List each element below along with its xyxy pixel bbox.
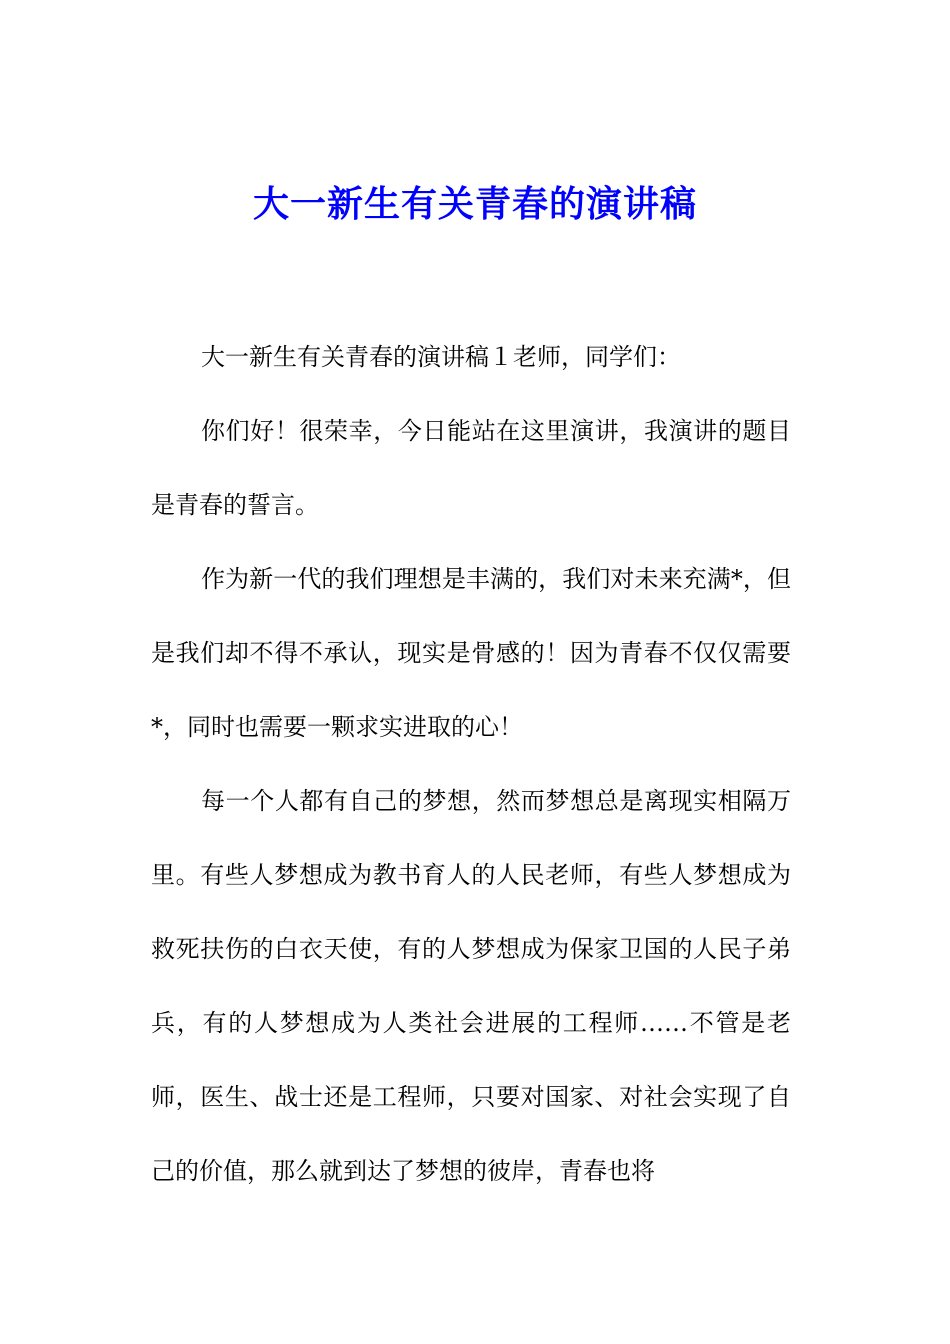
document-body [151,320,791,1208]
paragraph-4: 每一个人都有自己的梦想，然而梦想总是离现实相隔万里。有些人梦想成为教书育人的人民老师，有些人梦想成为救死扶伤的白衣天使，有的人梦想成为保家卫国的人民子弟兵，有的人梦想成为人类社会进展的工程师……不管是老师，医生、战士还是工程师，只要对国家、对社会实现了自己的价值，那么就到达了梦想的彼岸，青春也将 [151,787,791,1185]
document-title: 大一新生有关青春的演讲稿 [252,183,697,225]
paragraph-3: 作为新一代的我们理想是丰满的，我们对未来充满*，但是我们却不得不承认，现实是骨感的！因为青春不仅仅需要*，同时也需要一颗求实进取的心！ [151,565,791,741]
paragraph-1: 大一新生有关青春的演讲稿１老师，同学们： [201,343,681,371]
paragraph-2: 你们好！很荣幸，今日能站在这里演讲，我演讲的题目是青春的誓言。 [151,417,791,519]
